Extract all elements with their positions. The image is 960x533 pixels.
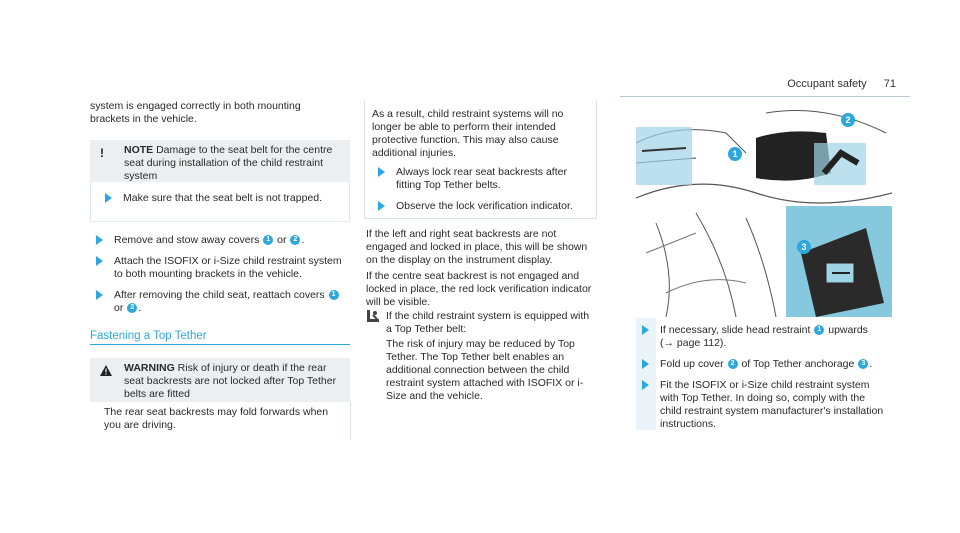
warning-triangle-icon bbox=[100, 363, 112, 381]
illustration-callout-1: 1 bbox=[728, 147, 742, 161]
callout-2: 2 bbox=[728, 359, 738, 369]
header-divider bbox=[620, 96, 910, 97]
note-step-box bbox=[90, 182, 350, 222]
col1-steps bbox=[96, 234, 346, 323]
step-text: Remove and stow away covers bbox=[114, 234, 260, 246]
page-number: 71 bbox=[883, 78, 896, 90]
warning-box bbox=[90, 358, 350, 402]
step-fold-up-cover bbox=[642, 358, 886, 371]
note-badge: ! bbox=[100, 146, 104, 160]
col3-steps bbox=[642, 324, 886, 439]
note-title: NOTE bbox=[124, 144, 154, 156]
callout-3: 3 bbox=[858, 359, 868, 369]
step-text: . bbox=[138, 302, 142, 314]
arrow-icon bbox=[642, 325, 649, 335]
note-description: Damage to the seat belt for the centre seat during installation of the child restraint system bbox=[124, 144, 333, 182]
step-text: . bbox=[869, 358, 873, 370]
step-fit-isofix bbox=[642, 379, 886, 431]
warning-continuation: As a result, child restraint systems will no longer be able to perform their intended protective function. This may also cause additional injuries. bbox=[372, 108, 564, 159]
note-step bbox=[105, 192, 343, 205]
arrow-icon bbox=[378, 201, 385, 211]
step-text: or bbox=[277, 234, 287, 246]
subheading-top-tether: Fastening a Top Tether bbox=[90, 330, 207, 342]
arrow-icon bbox=[105, 193, 112, 203]
col2-border-right bbox=[596, 100, 597, 218]
step-text: . bbox=[301, 234, 305, 246]
step-text: Fold up cover bbox=[660, 358, 724, 370]
arrow-icon bbox=[378, 167, 385, 177]
section-title: Occupant safety bbox=[787, 78, 867, 90]
arrow-icon bbox=[96, 256, 103, 266]
child-seat-icon bbox=[366, 308, 382, 329]
step-text: Observe the lock verification indicator. bbox=[396, 200, 573, 212]
step-text: of Top Tether anchorage bbox=[741, 358, 855, 370]
warning-description: Risk of injury or death if the rear seat backrests are not locked after Top Tether belts are fitted bbox=[124, 362, 337, 400]
callout-2: 2 bbox=[290, 235, 300, 245]
step-text: Always lock rear seat backrests after fitting Top Tether belts. bbox=[396, 166, 567, 191]
step-text: After removing the child seat, reattach covers bbox=[114, 289, 325, 301]
step-text: If necessary, slide head restraint bbox=[660, 324, 811, 336]
step-reattach-covers bbox=[96, 289, 346, 315]
arrow-icon bbox=[96, 290, 103, 300]
para-left-right-backrests: If the left and right seat backrests are not engaged and locked in place, this will be shown on the display on the instrument display. bbox=[366, 228, 588, 266]
step-text: or bbox=[114, 302, 124, 314]
subheading-underline bbox=[90, 344, 350, 345]
callout-2: 2 bbox=[127, 303, 137, 313]
note-text bbox=[124, 144, 339, 183]
illustration-callout-2: 2 bbox=[841, 113, 855, 127]
top-tether-illustration bbox=[636, 103, 892, 317]
col1-intro: system is engaged correctly in both mounting brackets in the vehicle. bbox=[90, 100, 301, 125]
child-text-2: The risk of injury may be reduced by Top Tether. The Top Tether belt enables an additional connection between the child restraint system attached with ISOFIX or i-Size and the vehicle. bbox=[386, 338, 584, 402]
col2-box-bottom bbox=[364, 218, 597, 219]
warning-border bbox=[350, 402, 351, 440]
step-attach-isofix bbox=[96, 255, 346, 281]
step-lock-backrests bbox=[378, 166, 590, 192]
callout-1: 1 bbox=[329, 290, 339, 300]
col2-steps bbox=[378, 166, 590, 221]
step-slide-head-restraint bbox=[642, 324, 886, 350]
step-text: upwards bbox=[828, 324, 868, 336]
callout-1: 1 bbox=[263, 235, 273, 245]
arrow-icon bbox=[642, 359, 649, 369]
page-header bbox=[773, 78, 896, 90]
step-text: Fit the ISOFIX or i-Size child restraint system with Top Tether. In doing so, comply with the child restraint system manufacturer's installation instructions. bbox=[660, 379, 884, 430]
arrow-icon bbox=[96, 235, 103, 245]
warning-title: WARNING bbox=[124, 362, 175, 374]
col2-border-left bbox=[364, 100, 365, 218]
page-reference-link[interactable]: (→ page 112). bbox=[660, 337, 727, 349]
step-text: Attach the ISOFIX or i-Size child restraint system to both mounting brackets in the vehicle. bbox=[114, 255, 342, 280]
para-centre-backrest: If the centre seat backrest is not engaged and locked in place, the red lock verification indicator will be visible. bbox=[366, 270, 592, 308]
note-box bbox=[90, 140, 350, 182]
callout-1: 1 bbox=[814, 325, 824, 335]
step-remove-covers bbox=[96, 234, 346, 247]
step-observe-indicator bbox=[378, 200, 590, 213]
child-text-1: If the child restraint system is equipped with a Top Tether belt: bbox=[386, 310, 590, 335]
illustration-callout-3: 3 bbox=[797, 240, 811, 254]
warning-body: The rear seat backrests may fold forwards when you are driving. bbox=[104, 406, 329, 431]
note-step-text: Make sure that the seat belt is not trapped. bbox=[123, 192, 323, 204]
warning-text bbox=[124, 362, 339, 401]
arrow-icon bbox=[642, 380, 649, 390]
